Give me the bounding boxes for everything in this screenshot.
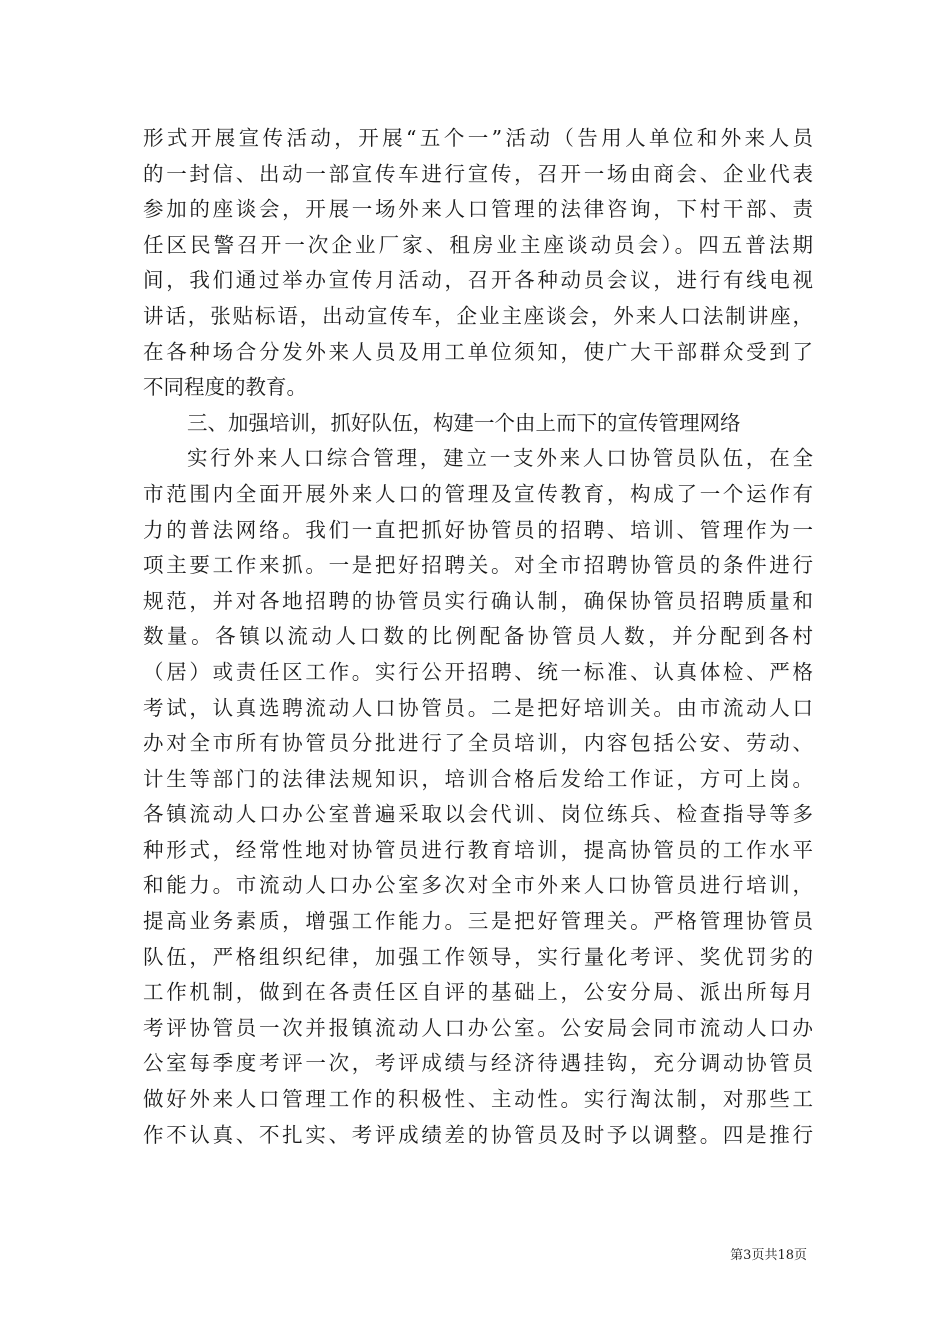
text-line: 市范围内全面开展外来人口的管理及宣传教育，构成了一个运作有 <box>143 481 813 506</box>
text-line: 各镇流动人口办公室普遍采取以会代训、岗位练兵、检查指导等多 <box>143 802 813 827</box>
text-line: 不同程度的教育。 <box>143 375 307 400</box>
text-line: 队伍，严格组织纪律，加强工作领导，实行量化考评、奖优罚劣的 <box>143 944 813 969</box>
text-line: 办对全市所有协管员分批进行了全员培训，内容包括公安、劳动、 <box>143 731 813 756</box>
text-line: 作不认真、不扎实、考评成绩差的协管员及时予以调整。四是推行 <box>143 1122 813 1147</box>
text-line: 讲话，张贴标语，出动宣传车，企业主座谈会，外来人口法制讲座， <box>143 303 813 328</box>
text-line: 规范，并对各地招聘的协管员实行确认制，确保协管员招聘质量和 <box>143 588 813 613</box>
text-line: 参加的座谈会，开展一场外来人口管理的法律咨询，下村干部、责 <box>143 197 813 222</box>
text-line: 数量。各镇以流动人口数的比例配备协管员人数，并分配到各村 <box>143 624 813 649</box>
text-line: 公室每季度考评一次，考评成绩与经济待遇挂钩，充分调动协管员 <box>143 1051 813 1076</box>
text-line: 形式开展宣传活动，开展“五个一”活动（告用人单位和外来人员 <box>143 126 813 150</box>
text-line: 实行外来人口综合管理，建立一支外来人口协管员队伍，在全 <box>187 446 813 471</box>
text-line: 考评协管员一次并报镇流动人口办公室。公安局会同市流动人口办 <box>143 1015 813 1040</box>
text-line: 力的普法网络。我们一直把抓好协管员的招聘、培训、管理作为一 <box>143 517 813 542</box>
text-line: 任区民警召开一次企业厂家、租房业主座谈动员会）。四五普法期 <box>143 232 813 257</box>
page-number: 第3页共18页 <box>730 1248 807 1263</box>
text-line: 计生等部门的法律法规知识，培训合格后发给工作证，方可上岗。 <box>143 766 813 791</box>
text-line: 项主要工作来抓。一是把好招聘关。对全市招聘协管员的条件进行 <box>143 553 813 578</box>
text-line: 工作机制，做到在各责任区自评的基础上，公安分局、派出所每月 <box>143 980 813 1005</box>
text-line: 提高业务素质，增强工作能力。三是把好管理关。严格管理协管员 <box>143 909 813 934</box>
text-line: 间，我们通过举办宣传月活动，召开各种动员会议，进行有线电视 <box>143 268 813 293</box>
text-line: 和能力。市流动人口办公室多次对全市外来人口协管员进行培训， <box>143 873 813 898</box>
text-line: （居）或责任区工作。实行公开招聘、统一标准、认真体检、严格 <box>143 659 813 684</box>
text-line: 在各种场合分发外来人员及用工单位须知，使广大干部群众受到了 <box>143 339 813 364</box>
text-line: 考试，认真选聘流动人口协管员。二是把好培训关。由市流动人口 <box>143 695 813 720</box>
body-text <box>143 121 813 1153</box>
text-line: 的一封信、出动一部宣传车进行宣传，召开一场由商会、企业代表 <box>143 161 813 186</box>
text-line: 做好外来人口管理工作的积极性、主动性。实行淘汰制，对那些工 <box>143 1087 813 1112</box>
section-heading: 三、加强培训，抓好队伍，构建一个由上而下的宣传管理网络 <box>187 410 741 435</box>
text-line: 种形式，经常性地对协管员进行教育培训，提高协管员的工作水平 <box>143 837 813 862</box>
